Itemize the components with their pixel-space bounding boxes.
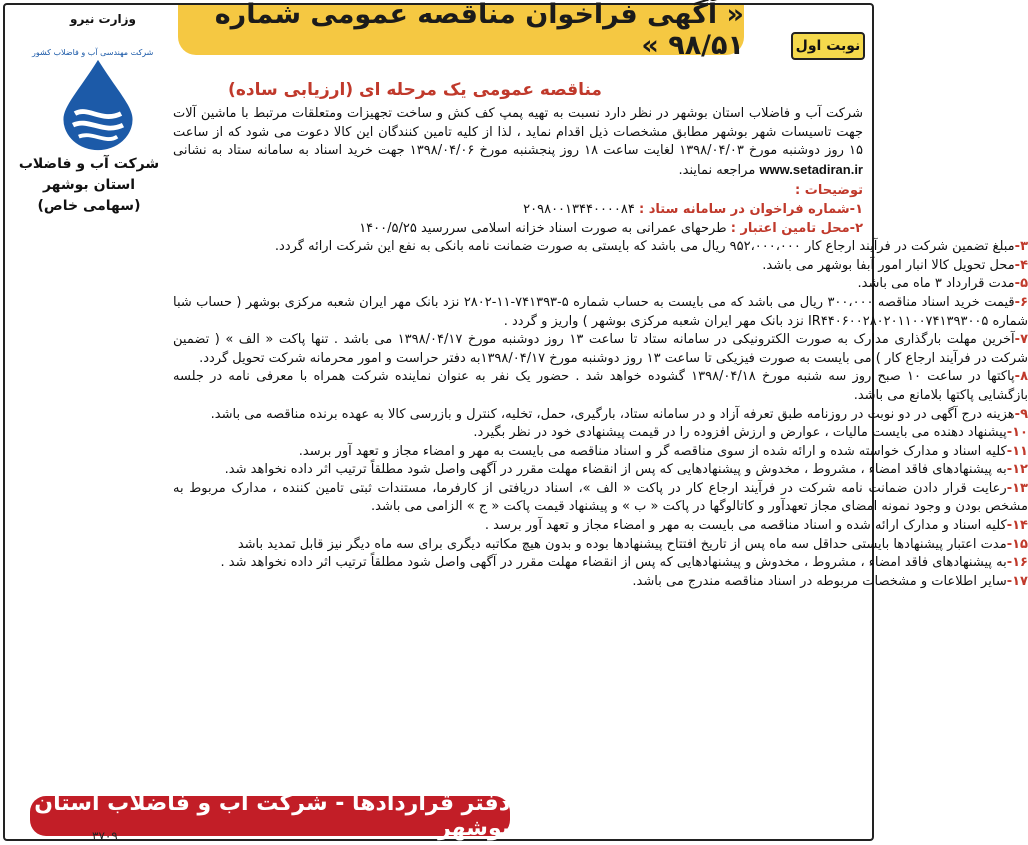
page-title: « آگهی فراخوان مناقصه عمومی شماره ۹۸/۵۱ » xyxy=(178,5,744,55)
item-label: شماره فراخوان در سامانه ستاد : xyxy=(639,201,850,217)
item-text: محل تحویل کالا انبار امور آبفا بوشهر می باشد. xyxy=(762,257,1015,273)
item-text: قیمت خرید اسناد مناقصه ۳۰۰،۰۰۰ ریال می باشد که می بایست به حساب شماره ۵-۷۴۱۳۹۳-۱۱-۲۸۰۲ نزد بانک مهر ایران شعبه مرکزی بوشهر ( حساب شبا شماره IR۴۴۰۶۰۰۲۸۰۲۰۱۱۰۰۷۴۱۳۹۳۰۰۵ نزد بانک مهر ایران شعبه مرکزی بوشهر ) واریز و گردد . xyxy=(173,294,1028,329)
explanation-item xyxy=(173,573,1028,592)
item-text: رعایت قرار دادن ضمانت نامه شرکت در فرآیند ارجاع کار در پاکت « الف »، اسناد دریافتی از کارفرما، مستندات ثبتی تامین کننده ، مدارک مربوط به مشخص بودن و وجود نمونه امضای مجاز تعهدآور و کاتالوگها در پاکت « ب » و پیشنهاد قیمت پاکت « ج » الزامی می باشد. xyxy=(173,480,1028,515)
explanation-item xyxy=(173,536,1028,555)
explanation-item xyxy=(173,461,1028,480)
item-number: ۱۰- xyxy=(1006,425,1028,441)
item-text: به پیشنهادهای فاقد امضاء ، مشروط ، مخدوش و پیشنهادهایی که پس از انقضاء مهلت مقرر در آگهی واصل شود مطلقاً ترتیب اثر داده نخواهد شد. xyxy=(224,462,1007,478)
explanation-item xyxy=(173,554,1028,573)
item-text: ۲۰۹۸۰۰۱۳۴۴۰۰۰۰۸۴ xyxy=(523,201,635,217)
explanation-item xyxy=(173,480,1028,517)
company-name-line2: استان بوشهر xyxy=(42,177,136,193)
item-number: ۱۳- xyxy=(1006,480,1028,496)
logo-tagline: شرکت مهندسی آب و فاضلاب کشور xyxy=(32,48,154,57)
explanation-item xyxy=(173,424,1028,443)
item-number: ۶- xyxy=(1014,294,1028,310)
item-text: آخرین مهلت بارگذاری مدارک به صورت الکترونیکی در سامانه ستاد تا ساعت ۱۳ روز دوشنبه مورخ ۱۳۹۸/۰۴/۱۷ می باشد . تنها پاکت « الف » ( تضمین شرکت در فرآیند ارجاع کار ) می بایست به صورت فیزیکی تا ساعت ۱۳ روز دوشنبه مورخ ۱۳۹۸/۰۴/۱۷به دفتر حراست و امور محرمانه شرکت تحویل گردد. xyxy=(173,332,1028,366)
intro-text-end: مراجعه نمایند. xyxy=(678,162,756,178)
intro-text: شرکت آب و فاضلاب استان بوشهر در نظر دارد نسبت به تهیه پمپ کف کش و ساخت تجهیزات ومتعلقات مرتبط با ماشین آلات جهت تاسیسات شهر بوشهر مطابق مشخصات ذیل اقدام نماید ، لذا از کلیه تامین کنندگان این کالا دعوت می شود که از ساعت ۱۵ روز دوشنبه مورخ ۱۳۹۸/۰۴/۰۳ لغایت ساعت ۱۸ روز پنجشنبه مورخ ۱۳۹۸/۰۴/۰۶ جهت خرید اسناد به سامانه ستاد به نشانی xyxy=(173,106,863,159)
tender-subtitle: مناقصه عمومی یک مرحله ای (ارزیابی ساده) xyxy=(228,80,602,100)
footer-banner: دفتر قراردادها - شرکت آب و فاضلاب استان بوشهر xyxy=(30,796,510,836)
explanation-item xyxy=(173,331,1028,368)
item-number: ۳- xyxy=(1014,239,1028,255)
item-text: کلیه اسناد و مدارک خواسته شده و ارائه شده از سوی مناقصه گر و اسناد مناقصه می بایست به مهر و امضاء مجاز و تعهد آور برسد. xyxy=(298,443,1007,459)
explanation-item xyxy=(173,275,1028,294)
footer-code: ۳۷۰۹ xyxy=(92,829,118,843)
item-number: ۵- xyxy=(1014,276,1028,292)
item-text: مدت قرارداد ۳ ماه می باشد. xyxy=(857,276,1015,292)
item-number: ۴- xyxy=(1014,257,1028,273)
explanation-item xyxy=(173,368,1028,405)
round-badge: نوبت اول xyxy=(791,32,865,60)
item-text: پیشنهاد دهنده می بایست مالیات ، عوارض و ارزش افزوده را در قیمت پیشنهادی خود در نظر بگیرد. xyxy=(473,425,1007,441)
item-number: ۱۷- xyxy=(1006,573,1028,589)
explanation-item xyxy=(173,443,1028,462)
item-number: ۱۱- xyxy=(1006,443,1028,459)
setadiran-link[interactable]: www.setadiran.ir xyxy=(759,161,863,177)
item-number: ۱۲- xyxy=(1006,462,1028,478)
item-text: کلیه اسناد و مدارک ارائه شده و اسناد مناقصه می بایست به مهر و امضاء مجاز و تعهد آور برسد . xyxy=(484,518,1007,534)
item-text: پاکتها در ساعت ۱۰ صبح روز سه شنبه مورخ ۱۳۹۸/۰۴/۱۸ گشوده خواهد شد . حضور یک نفر به عنوان نماینده شرکت همراه با معرفی نامه در جلسه بازگشایی پاکتها بلامانع می باشد. xyxy=(173,369,1028,403)
explanation-item xyxy=(173,238,1028,257)
announcement-body xyxy=(173,105,1028,591)
item-number: ۱۶- xyxy=(1006,555,1028,571)
item-number: ۱۴- xyxy=(1006,518,1028,534)
item-number: ۲- xyxy=(849,220,863,236)
explanation-item xyxy=(173,406,1028,425)
item-text: مدت اعتبار پیشنهادها بایستی حداقل سه ماه پس از تاریخ افتتاح پیشنهادها بوده و بدون هیچ مکاتبه دیگری برای سه ماه دیگر نیز قابل تمدید باشد xyxy=(237,536,1007,552)
item-number: ۹- xyxy=(1014,406,1028,422)
item-text: به پیشنهادهای فاقد امضاء ، مشروط ، مخدوش و پیشنهادهایی که پس از انقضاء مهلت مقرر در آگهی واصل شود مطلقاً ترتیب اثر داده نخواهد شد . xyxy=(220,555,1007,571)
explanations-heading: توضیحات : xyxy=(795,183,863,199)
explanation-item xyxy=(173,201,863,220)
item-number: ۸- xyxy=(1014,369,1028,385)
item-text: سایر اطلاعات و مشخصات مربوطه در اسناد مناقصه مندرج می باشد. xyxy=(632,573,1007,589)
item-label: محل تامین اعتبار : xyxy=(730,220,850,236)
company-name-line3: (سهامی خاص) xyxy=(37,198,141,214)
item-text: طرحهای عمرانی به صورت اسناد خزانه اسلامی سررسید ۱۴۰۰/۵/۲۵ xyxy=(359,220,727,236)
explanation-item xyxy=(173,257,1028,276)
item-number: ۷- xyxy=(1014,332,1028,348)
item-number: ۱- xyxy=(849,201,863,217)
item-text: هزینه درج آگهی در دو نوبت در روزنامه طبق تعرفه آزاد و در سامانه ستاد، بارگیری، حمل، تخلیه، کنترل و بازرسی کالا به عهده برنده مناقصه می باشد. xyxy=(210,406,1015,422)
company-name-line1: شرکت آب و فاضلاب xyxy=(18,156,160,172)
explanation-item xyxy=(173,517,1028,536)
item-text: مبلغ تضمین شرکت در فرآیند ارجاع کار ۹۵۲،۰۰۰،۰۰۰ ریال می باشد که بایستی به صورت ضمانت نامه بانکی به نفع این شرکت ارائه گردد. xyxy=(274,239,1015,255)
explanations-list xyxy=(173,201,1028,591)
explanation-item xyxy=(173,220,863,239)
company-name xyxy=(12,154,166,217)
item-number: ۱۵- xyxy=(1006,536,1028,552)
water-drop-logo-icon xyxy=(50,56,146,152)
ministry-label: وزارت نیرو xyxy=(70,12,136,26)
explanation-item xyxy=(173,294,1028,331)
intro-paragraph xyxy=(173,105,863,180)
company-logo-block xyxy=(10,8,168,213)
